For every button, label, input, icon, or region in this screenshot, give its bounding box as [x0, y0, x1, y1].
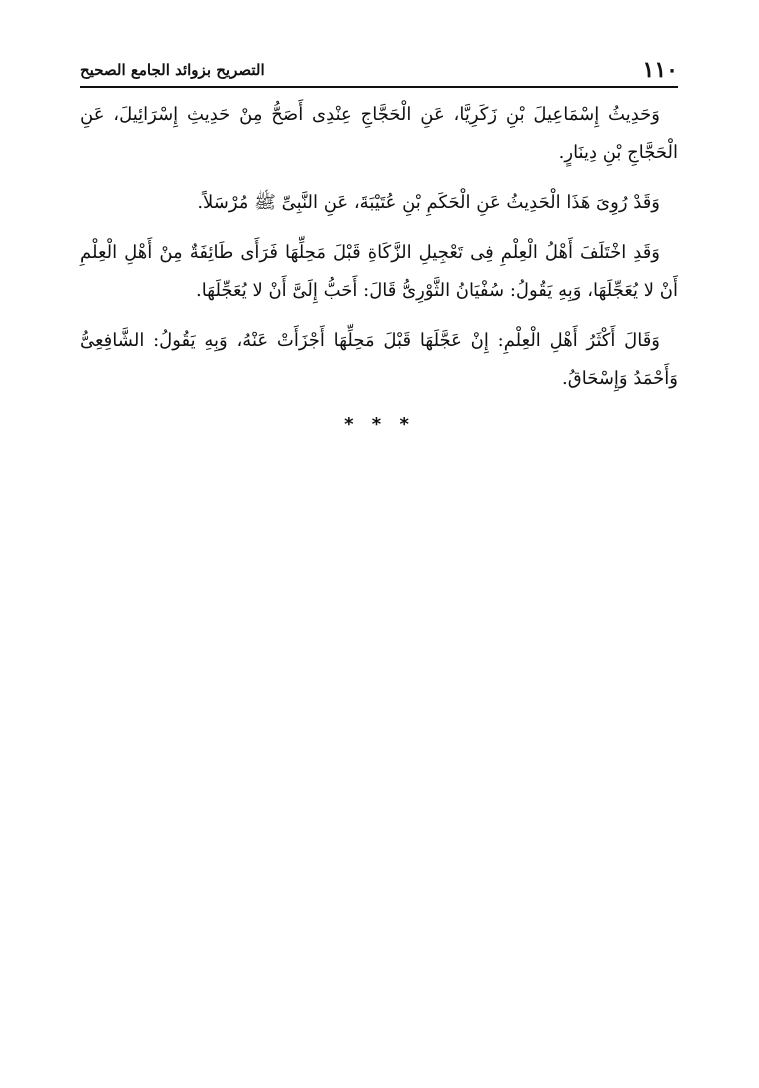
section-separator: * * *	[344, 414, 415, 435]
paragraph-2: وَقَدْ رُوِىَ هَذَا الْحَدِيثُ عَنِ الْحَكَمِ بْنِ عُتَيْبَةَ، عَنِ النَّبِىِّ ﷺ مُرْسَلاً.	[197, 192, 660, 213]
page-number: ١١٠	[642, 57, 678, 83]
running-title: التصريح بزوائد الجامع الصحيح	[80, 61, 265, 79]
header-divider	[80, 86, 678, 88]
page-header	[80, 56, 678, 86]
body-text	[80, 96, 678, 410]
paragraph-3: وَقَدِ اخْتَلَفَ أَهْلُ الْعِلْمِ فِى تَعْجِيلِ الزَّكَاةِ قَبْلَ مَحِلِّهَا فَرَأَى طَائِفَةٌ مِنْ أَهْلِ الْعِلْمِ أَنْ لا يُعَجِّلَهَا، وَبِهِ يَقُولُ: سُفْيَانُ الثَّوْرِىُّ قَالَ: أَحَبُّ إِلَىَّ أَنْ لا يُعَجِّلَهَا.	[80, 242, 678, 301]
paragraph-1: وَحَدِيثُ إِسْمَاعِيلَ بْنِ زَكَرِيَّا، عَنِ الْحَجَّاجِ عِنْدِى أَصَحُّ مِنْ حَدِيثِ إِسْرَائِيلَ، عَنِ الْحَجَّاجِ بْنِ دِينَارٍ.	[80, 104, 678, 163]
paragraph-4: وَقَالَ أَكْثَرُ أَهْلِ الْعِلْمِ: إِنْ عَجَّلَهَا قَبْلَ مَحِلِّهَا أَجْزَأَتْ عَنْهُ، وَبِهِ يَقُولُ: الشَّافِعِىُّ وَأَحْمَدُ وَإِسْحَاقُ.	[80, 330, 678, 389]
